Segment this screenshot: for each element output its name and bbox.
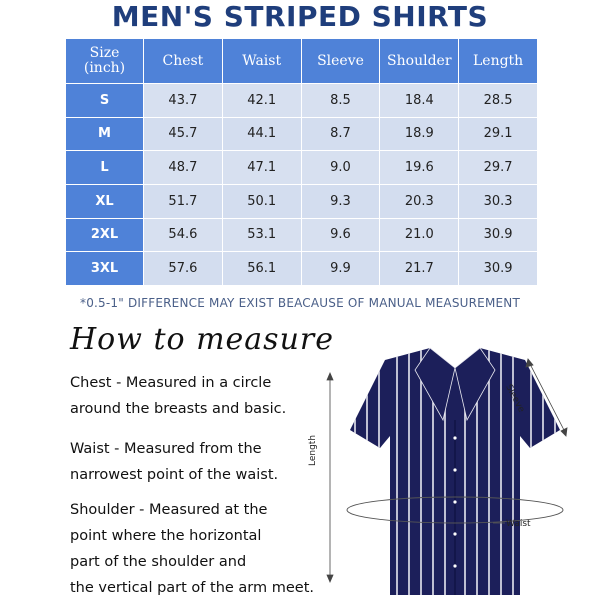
chest-cell: 54.6: [144, 219, 222, 252]
chest-cell: 45.7: [144, 118, 222, 151]
size-chart-table: [65, 38, 538, 286]
length-cell: 29.7: [459, 151, 537, 184]
waist-cell: 50.1: [223, 185, 301, 218]
sleeve-label: Sleeve: [503, 383, 527, 415]
header-size-line2: (inch): [83, 60, 126, 76]
waist-cell: 44.1: [223, 118, 301, 151]
shoulder-description-line: part of the shoulder and: [70, 554, 247, 570]
header-sleeve: Sleeve: [302, 39, 380, 83]
table-row: [66, 84, 537, 117]
page-title: MEN'S STRIPED SHIRTS: [111, 0, 489, 33]
table-row: [66, 151, 537, 184]
length-label: Length: [308, 434, 318, 466]
size-label-cell: M: [66, 118, 143, 151]
length-measure-arrow: [327, 373, 333, 582]
chest-description-line: Chest - Measured in a circle: [70, 375, 272, 391]
how-to-measure-heading: How to measure: [70, 322, 334, 357]
header-size-line1: Size: [89, 45, 120, 61]
size-label-cell: S: [66, 84, 143, 117]
sleeve-cell: 9.0: [302, 151, 380, 184]
shoulder-description-line: point where the horizontal: [70, 528, 262, 544]
shirt-diagram: [315, 340, 595, 600]
size-label-cell: XL: [66, 185, 143, 218]
length-cell: 30.3: [459, 185, 537, 218]
header-waist: Waist: [223, 39, 301, 83]
header-shoulder: Shoulder: [380, 39, 458, 83]
waist-cell: 53.1: [223, 219, 301, 252]
shoulder-cell: 20.3: [380, 185, 458, 218]
chest-cell: 48.7: [144, 151, 222, 184]
header-chest: Chest: [144, 39, 222, 83]
shoulder-description-line: Shoulder - Measured at the: [70, 502, 268, 518]
shoulder-description: [70, 497, 340, 600]
waist-description-line: Waist - Measured from the: [70, 441, 262, 457]
header-size: [66, 39, 143, 83]
size-label-cell: 2XL: [66, 219, 143, 252]
length-cell: 30.9: [459, 219, 537, 252]
sleeve-cell: 9.3: [302, 185, 380, 218]
waist-cell: 42.1: [223, 84, 301, 117]
chest-description-line: around the breasts and basic.: [70, 401, 287, 417]
waist-cell: 47.1: [223, 151, 301, 184]
shoulder-cell: 18.9: [380, 118, 458, 151]
shoulder-cell: 19.6: [380, 151, 458, 184]
shoulder-cell: 18.4: [380, 84, 458, 117]
striped-shirt-illustration: [315, 340, 595, 600]
table-row: [66, 185, 537, 218]
sleeve-cell: 9.6: [302, 219, 380, 252]
waist-description-line: narrowest point of the waist.: [70, 467, 279, 483]
waist-description: [70, 436, 340, 488]
size-label-cell: L: [66, 151, 143, 184]
shoulder-cell: 21.0: [380, 219, 458, 252]
chest-cell: 57.6: [144, 252, 222, 285]
size-label-cell: 3XL: [66, 252, 143, 285]
length-cell: 28.5: [459, 84, 537, 117]
sleeve-cell: 9.9: [302, 252, 380, 285]
measurement-note: *0.5-1" DIFFERENCE MAY EXIST BEACAUSE OF MANUAL MEASUREMENT: [80, 296, 520, 310]
table-row: [66, 219, 537, 252]
shoulder-cell: 21.7: [380, 252, 458, 285]
table-row: [66, 118, 537, 151]
table-header-row: [66, 39, 537, 83]
waist-cell: 56.1: [223, 252, 301, 285]
header-length: Length: [459, 39, 537, 83]
chest-cell: 51.7: [144, 185, 222, 218]
table-row: [66, 252, 537, 285]
shoulder-description-line: the vertical part of the arm meet.: [70, 580, 315, 596]
chest-description: [70, 370, 340, 422]
chest-cell: 43.7: [144, 84, 222, 117]
sleeve-cell: 8.7: [302, 118, 380, 151]
length-cell: 29.1: [459, 118, 537, 151]
length-cell: 30.9: [459, 252, 537, 285]
sleeve-cell: 8.5: [302, 84, 380, 117]
waist-label: Waist: [506, 519, 531, 529]
